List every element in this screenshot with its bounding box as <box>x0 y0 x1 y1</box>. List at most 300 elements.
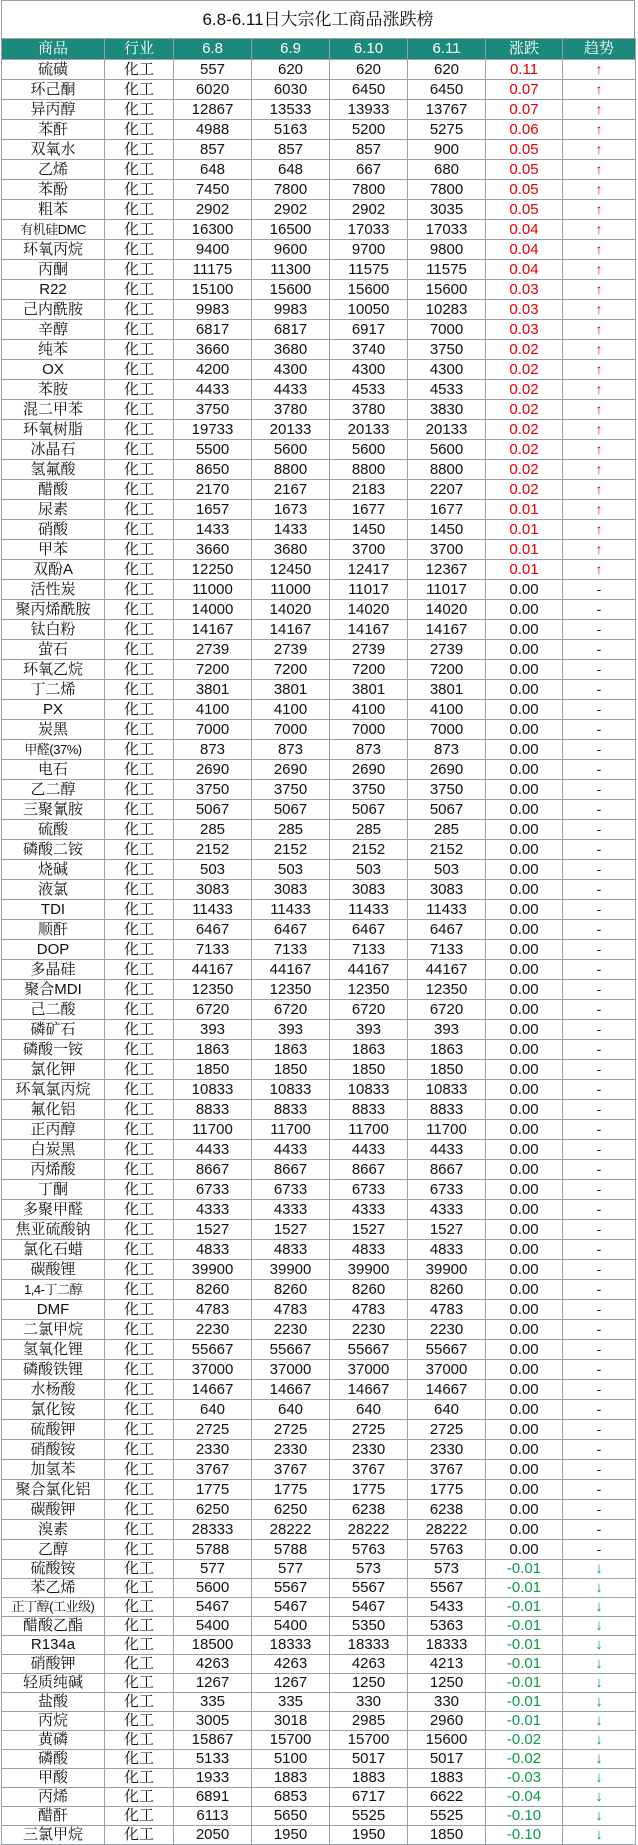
change-cell: 0.02 <box>486 360 563 380</box>
industry-cell: 化工 <box>105 80 174 100</box>
commodity-cell: 氯化石蜡 <box>2 1240 105 1260</box>
price-6-11-cell: 1250 <box>408 1674 486 1693</box>
price-6-8-cell: 1863 <box>174 1040 252 1060</box>
change-cell: -0.01 <box>486 1579 563 1598</box>
commodity-cell: 溴素 <box>2 1520 105 1540</box>
header-date-6-10: 6.10 <box>330 39 408 60</box>
dash-icon: - <box>596 1081 602 1097</box>
price-6-10-cell: 5067 <box>330 800 408 820</box>
price-6-10-cell: 4533 <box>330 380 408 400</box>
table-row <box>2 1693 636 1712</box>
trend-cell <box>563 1320 636 1340</box>
price-6-11-cell: 3083 <box>408 880 486 900</box>
price-6-10-cell: 12350 <box>330 980 408 1000</box>
commodity-cell: 混二甲苯 <box>2 400 105 420</box>
industry-cell: 化工 <box>105 780 174 800</box>
trend-cell <box>563 760 636 780</box>
price-6-10-cell: 5525 <box>330 1807 408 1826</box>
price-6-8-cell: 12250 <box>174 560 252 580</box>
trend-cell <box>563 700 636 720</box>
price-6-10-cell: 2183 <box>330 480 408 500</box>
price-6-8-cell: 6467 <box>174 920 252 940</box>
table-row <box>2 1100 636 1120</box>
industry-cell: 化工 <box>105 1140 174 1160</box>
change-cell: 0.00 <box>486 1140 563 1160</box>
change-cell: 0.00 <box>486 680 563 700</box>
industry-cell: 化工 <box>105 820 174 840</box>
trend-cell <box>563 1260 636 1280</box>
change-cell: 0.05 <box>486 160 563 180</box>
industry-cell: 化工 <box>105 1340 174 1360</box>
industry-cell: 化工 <box>105 240 174 260</box>
commodity-cell: 醋酐 <box>2 1807 105 1826</box>
price-6-9-cell: 5600 <box>252 440 330 460</box>
table-row <box>2 940 636 960</box>
price-6-11-cell: 1450 <box>408 520 486 540</box>
table-row <box>2 700 636 720</box>
price-6-9-cell: 11000 <box>252 580 330 600</box>
table-row <box>2 580 636 600</box>
table-row <box>2 1200 636 1220</box>
price-6-10-cell: 5600 <box>330 440 408 460</box>
table-row <box>2 1020 636 1040</box>
dash-icon: - <box>596 1221 602 1237</box>
table-body <box>2 60 636 1845</box>
industry-cell: 化工 <box>105 560 174 580</box>
price-6-11-cell: 1850 <box>408 1826 486 1845</box>
price-6-8-cell: 5600 <box>174 1579 252 1598</box>
price-6-9-cell: 14667 <box>252 1380 330 1400</box>
table-row <box>2 1500 636 1520</box>
price-6-9-cell: 15600 <box>252 280 330 300</box>
price-6-11-cell: 2330 <box>408 1440 486 1460</box>
change-cell: 0.00 <box>486 1320 563 1340</box>
trend-cell <box>563 1500 636 1520</box>
price-6-11-cell: 8260 <box>408 1280 486 1300</box>
dash-icon: - <box>596 741 602 757</box>
trend-cell <box>563 1360 636 1380</box>
commodity-cell: 氯化铵 <box>2 1400 105 1420</box>
price-6-11-cell: 2152 <box>408 840 486 860</box>
table-row <box>2 1460 636 1480</box>
price-6-9-cell: 7000 <box>252 720 330 740</box>
table-row <box>2 420 636 440</box>
price-6-9-cell: 4300 <box>252 360 330 380</box>
price-6-8-cell: 6250 <box>174 1500 252 1520</box>
industry-cell: 化工 <box>105 1100 174 1120</box>
price-6-11-cell: 5567 <box>408 1579 486 1598</box>
trend-cell <box>563 400 636 420</box>
price-6-10-cell: 6917 <box>330 320 408 340</box>
price-6-10-cell: 39900 <box>330 1260 408 1280</box>
change-cell: 0.00 <box>486 1460 563 1480</box>
change-cell: 0.00 <box>486 1020 563 1040</box>
table-row <box>2 340 636 360</box>
price-6-9-cell: 285 <box>252 820 330 840</box>
price-6-11-cell: 12350 <box>408 980 486 1000</box>
price-6-8-cell: 6113 <box>174 1807 252 1826</box>
price-6-10-cell: 2690 <box>330 760 408 780</box>
commodity-cell: 丙烷 <box>2 1712 105 1731</box>
price-6-10-cell: 13933 <box>330 100 408 120</box>
table-row <box>2 1140 636 1160</box>
arrow-up-icon: ↑ <box>595 181 603 197</box>
commodity-cell: 多聚甲醛 <box>2 1200 105 1220</box>
price-6-11-cell: 11017 <box>408 580 486 600</box>
price-6-11-cell: 6720 <box>408 1000 486 1020</box>
price-6-11-cell: 4833 <box>408 1240 486 1260</box>
price-6-10-cell: 1883 <box>330 1769 408 1788</box>
price-6-9-cell: 15700 <box>252 1731 330 1750</box>
table-row <box>2 360 636 380</box>
change-cell: -0.10 <box>486 1807 563 1826</box>
table-row <box>2 80 636 100</box>
change-cell: -0.01 <box>486 1674 563 1693</box>
trend-cell <box>563 1100 636 1120</box>
price-6-9-cell: 857 <box>252 140 330 160</box>
price-6-9-cell: 39900 <box>252 1260 330 1280</box>
trend-cell <box>563 440 636 460</box>
change-cell: -0.03 <box>486 1769 563 1788</box>
dash-icon: - <box>596 1061 602 1077</box>
price-6-11-cell: 1863 <box>408 1040 486 1060</box>
industry-cell: 化工 <box>105 520 174 540</box>
price-6-8-cell: 4833 <box>174 1240 252 1260</box>
price-6-11-cell: 3750 <box>408 780 486 800</box>
price-6-11-cell: 5067 <box>408 800 486 820</box>
table-row <box>2 900 636 920</box>
price-6-9-cell: 55667 <box>252 1340 330 1360</box>
price-6-9-cell: 1850 <box>252 1060 330 1080</box>
price-6-10-cell: 4100 <box>330 700 408 720</box>
industry-cell: 化工 <box>105 300 174 320</box>
price-6-11-cell: 4533 <box>408 380 486 400</box>
commodity-cell: 硫酸 <box>2 820 105 840</box>
price-6-8-cell: 1775 <box>174 1480 252 1500</box>
trend-cell <box>563 1460 636 1480</box>
commodity-cell: DMF <box>2 1300 105 1320</box>
price-6-10-cell: 3767 <box>330 1460 408 1480</box>
price-6-10-cell: 28222 <box>330 1520 408 1540</box>
table-row <box>2 380 636 400</box>
header-date-6-11: 6.11 <box>408 39 486 60</box>
table-row <box>2 1220 636 1240</box>
change-cell: 0.00 <box>486 1340 563 1360</box>
price-6-9-cell: 335 <box>252 1693 330 1712</box>
commodity-cell: 顺酐 <box>2 920 105 940</box>
table-row <box>2 1420 636 1440</box>
change-cell: 0.00 <box>486 1540 563 1560</box>
industry-cell: 化工 <box>105 380 174 400</box>
price-6-8-cell: 19733 <box>174 420 252 440</box>
industry-cell: 化工 <box>105 760 174 780</box>
commodity-cell: 环氧丙烷 <box>2 240 105 260</box>
price-6-8-cell: 1933 <box>174 1769 252 1788</box>
price-6-10-cell: 1677 <box>330 500 408 520</box>
trend-cell <box>563 1400 636 1420</box>
commodity-cell: 磷矿石 <box>2 1020 105 1040</box>
arrow-down-icon: ↓ <box>595 1769 603 1786</box>
trend-cell <box>563 620 636 640</box>
price-6-10-cell: 8260 <box>330 1280 408 1300</box>
table-row <box>2 1520 636 1540</box>
price-6-8-cell: 14000 <box>174 600 252 620</box>
price-6-11-cell: 7200 <box>408 660 486 680</box>
price-6-10-cell: 5567 <box>330 1579 408 1598</box>
commodity-cell: 冰晶石 <box>2 440 105 460</box>
price-6-11-cell: 2725 <box>408 1420 486 1440</box>
dash-icon: - <box>596 1521 602 1537</box>
commodity-cell: 双氧水 <box>2 140 105 160</box>
price-change-table <box>1 38 636 1845</box>
change-cell: 0.00 <box>486 1380 563 1400</box>
commodity-cell: 白炭黑 <box>2 1140 105 1160</box>
change-cell: 0.04 <box>486 220 563 240</box>
commodity-cell: 丙烯酸 <box>2 1160 105 1180</box>
industry-cell: 化工 <box>105 1560 174 1579</box>
price-6-9-cell: 10833 <box>252 1080 330 1100</box>
price-6-11-cell: 6733 <box>408 1180 486 1200</box>
price-6-11-cell: 4433 <box>408 1140 486 1160</box>
table-row <box>2 1300 636 1320</box>
industry-cell: 化工 <box>105 1540 174 1560</box>
price-6-8-cell: 7000 <box>174 720 252 740</box>
dash-icon: - <box>596 961 602 977</box>
price-6-11-cell: 14167 <box>408 620 486 640</box>
commodity-cell: 电石 <box>2 760 105 780</box>
price-6-11-cell: 55667 <box>408 1340 486 1360</box>
change-cell: 0.00 <box>486 640 563 660</box>
price-6-8-cell: 5067 <box>174 800 252 820</box>
commodity-cell: R22 <box>2 280 105 300</box>
price-6-9-cell: 3767 <box>252 1460 330 1480</box>
price-6-10-cell: 14020 <box>330 600 408 620</box>
commodity-cell: 丙酮 <box>2 260 105 280</box>
price-6-9-cell: 2690 <box>252 760 330 780</box>
price-6-9-cell: 3750 <box>252 780 330 800</box>
price-6-10-cell: 2739 <box>330 640 408 660</box>
table-row <box>2 100 636 120</box>
price-6-11-cell: 8667 <box>408 1160 486 1180</box>
price-6-8-cell: 5500 <box>174 440 252 460</box>
commodity-cell: 乙二醇 <box>2 780 105 800</box>
industry-cell: 化工 <box>105 740 174 760</box>
dash-icon: - <box>596 1381 602 1397</box>
price-6-11-cell: 285 <box>408 820 486 840</box>
commodity-cell: OX <box>2 360 105 380</box>
commodity-cell: 聚合MDI <box>2 980 105 1000</box>
arrow-up-icon: ↑ <box>595 561 603 577</box>
price-6-10-cell: 640 <box>330 1400 408 1420</box>
price-6-9-cell: 4333 <box>252 1200 330 1220</box>
dash-icon: - <box>596 941 602 957</box>
price-6-10-cell: 37000 <box>330 1360 408 1380</box>
price-6-8-cell: 2330 <box>174 1440 252 1460</box>
price-6-11-cell: 1527 <box>408 1220 486 1240</box>
price-6-11-cell: 7000 <box>408 720 486 740</box>
trend-cell <box>563 880 636 900</box>
industry-cell: 化工 <box>105 1320 174 1340</box>
trend-cell <box>563 1340 636 1360</box>
price-6-10-cell: 2725 <box>330 1420 408 1440</box>
table-row <box>2 1080 636 1100</box>
trend-cell <box>563 1655 636 1674</box>
commodity-cell: 液氯 <box>2 880 105 900</box>
price-6-10-cell: 667 <box>330 160 408 180</box>
header-trend: 趋势 <box>563 39 636 60</box>
price-6-9-cell: 1527 <box>252 1220 330 1240</box>
trend-cell <box>563 140 636 160</box>
price-6-11-cell: 6467 <box>408 920 486 940</box>
change-cell: 0.00 <box>486 1040 563 1060</box>
price-6-10-cell: 7200 <box>330 660 408 680</box>
industry-cell: 化工 <box>105 1400 174 1420</box>
price-6-8-cell: 7450 <box>174 180 252 200</box>
commodity-cell: 硝酸铵 <box>2 1440 105 1460</box>
price-6-9-cell: 5400 <box>252 1617 330 1636</box>
price-6-9-cell: 1775 <box>252 1480 330 1500</box>
arrow-up-icon: ↑ <box>595 461 603 477</box>
trend-cell <box>563 960 636 980</box>
commodity-cell: 烧碱 <box>2 860 105 880</box>
dash-icon: - <box>596 661 602 677</box>
dash-icon: - <box>596 1481 602 1497</box>
price-6-9-cell: 873 <box>252 740 330 760</box>
price-6-11-cell: 4333 <box>408 1200 486 1220</box>
industry-cell: 化工 <box>105 1160 174 1180</box>
change-cell: 0.00 <box>486 1080 563 1100</box>
change-cell: 0.03 <box>486 300 563 320</box>
trend-cell <box>563 940 636 960</box>
price-6-10-cell: 573 <box>330 1560 408 1579</box>
table-row <box>2 1380 636 1400</box>
price-6-9-cell: 5100 <box>252 1750 330 1769</box>
trend-cell <box>563 80 636 100</box>
price-6-8-cell: 28333 <box>174 1520 252 1540</box>
commodity-cell: 辛醇 <box>2 320 105 340</box>
change-cell: 0.00 <box>486 1300 563 1320</box>
price-6-9-cell: 4100 <box>252 700 330 720</box>
dash-icon: - <box>596 1361 602 1377</box>
price-6-9-cell: 3018 <box>252 1712 330 1731</box>
price-6-10-cell: 11433 <box>330 900 408 920</box>
commodity-cell: 氢氟酸 <box>2 460 105 480</box>
change-cell: 0.00 <box>486 1260 563 1280</box>
change-cell: 0.00 <box>486 1520 563 1540</box>
table-row <box>2 680 636 700</box>
commodity-cell: 磷酸 <box>2 1750 105 1769</box>
arrow-down-icon: ↓ <box>595 1826 603 1843</box>
commodity-cell: 甲苯 <box>2 540 105 560</box>
price-6-9-cell: 2167 <box>252 480 330 500</box>
price-6-8-cell: 15867 <box>174 1731 252 1750</box>
dash-icon: - <box>596 1181 602 1197</box>
price-6-10-cell: 7133 <box>330 940 408 960</box>
price-6-9-cell: 503 <box>252 860 330 880</box>
header-date-6-8: 6.8 <box>174 39 252 60</box>
industry-cell: 化工 <box>105 420 174 440</box>
industry-cell: 化工 <box>105 1440 174 1460</box>
table-row <box>2 1120 636 1140</box>
price-6-8-cell: 12867 <box>174 100 252 120</box>
price-6-10-cell: 14167 <box>330 620 408 640</box>
dash-icon: - <box>596 601 602 617</box>
commodity-cell: 聚合氯化铝 <box>2 1480 105 1500</box>
arrow-up-icon: ↑ <box>595 361 603 377</box>
industry-cell: 化工 <box>105 1220 174 1240</box>
price-6-11-cell: 11700 <box>408 1120 486 1140</box>
commodity-cell: 醋酸乙酯 <box>2 1617 105 1636</box>
trend-cell <box>563 1636 636 1655</box>
industry-cell: 化工 <box>105 320 174 340</box>
industry-cell: 化工 <box>105 260 174 280</box>
price-6-11-cell: 330 <box>408 1693 486 1712</box>
industry-cell: 化工 <box>105 1480 174 1500</box>
commodity-cell: 磷酸一铵 <box>2 1040 105 1060</box>
table-row <box>2 1788 636 1807</box>
price-6-10-cell: 4783 <box>330 1300 408 1320</box>
dash-icon: - <box>596 681 602 697</box>
price-6-9-cell: 2725 <box>252 1420 330 1440</box>
price-6-9-cell: 8667 <box>252 1160 330 1180</box>
change-cell: 0.00 <box>486 900 563 920</box>
price-6-10-cell: 330 <box>330 1693 408 1712</box>
price-6-9-cell: 12350 <box>252 980 330 1000</box>
industry-cell: 化工 <box>105 880 174 900</box>
dash-icon: - <box>596 1301 602 1317</box>
change-cell: 0.03 <box>486 280 563 300</box>
arrow-up-icon: ↑ <box>595 421 603 437</box>
industry-cell: 化工 <box>105 1420 174 1440</box>
change-cell: 0.05 <box>486 200 563 220</box>
arrow-up-icon: ↑ <box>595 541 603 557</box>
price-6-11-cell: 4100 <box>408 700 486 720</box>
price-6-8-cell: 3005 <box>174 1712 252 1731</box>
price-6-8-cell: 11700 <box>174 1120 252 1140</box>
change-cell: 0.05 <box>486 140 563 160</box>
table-row <box>2 300 636 320</box>
commodity-cell: 磷酸铁锂 <box>2 1360 105 1380</box>
table-title: 6.8-6.11日大宗化工商品涨跌榜 <box>1 0 635 38</box>
price-6-8-cell: 2170 <box>174 480 252 500</box>
trend-cell <box>563 1788 636 1807</box>
commodity-cell: 苯乙烯 <box>2 1579 105 1598</box>
commodity-cell: 硫磺 <box>2 60 105 80</box>
table-row <box>2 500 636 520</box>
trend-cell <box>563 600 636 620</box>
industry-cell: 化工 <box>105 1636 174 1655</box>
price-6-11-cell: 3830 <box>408 400 486 420</box>
price-6-8-cell: 6720 <box>174 1000 252 1020</box>
price-6-10-cell: 1775 <box>330 1480 408 1500</box>
price-6-8-cell: 6891 <box>174 1788 252 1807</box>
price-6-10-cell: 1950 <box>330 1826 408 1845</box>
trend-cell <box>563 800 636 820</box>
price-6-8-cell: 14667 <box>174 1380 252 1400</box>
price-6-8-cell: 557 <box>174 60 252 80</box>
dash-icon: - <box>596 1161 602 1177</box>
price-6-9-cell: 648 <box>252 160 330 180</box>
table-row <box>2 860 636 880</box>
price-6-9-cell: 3680 <box>252 340 330 360</box>
price-6-9-cell: 2739 <box>252 640 330 660</box>
dash-icon: - <box>596 1101 602 1117</box>
table-row <box>2 1320 636 1340</box>
price-6-11-cell: 1883 <box>408 1769 486 1788</box>
price-6-11-cell: 20133 <box>408 420 486 440</box>
table-row <box>2 920 636 940</box>
dash-icon: - <box>596 1501 602 1517</box>
